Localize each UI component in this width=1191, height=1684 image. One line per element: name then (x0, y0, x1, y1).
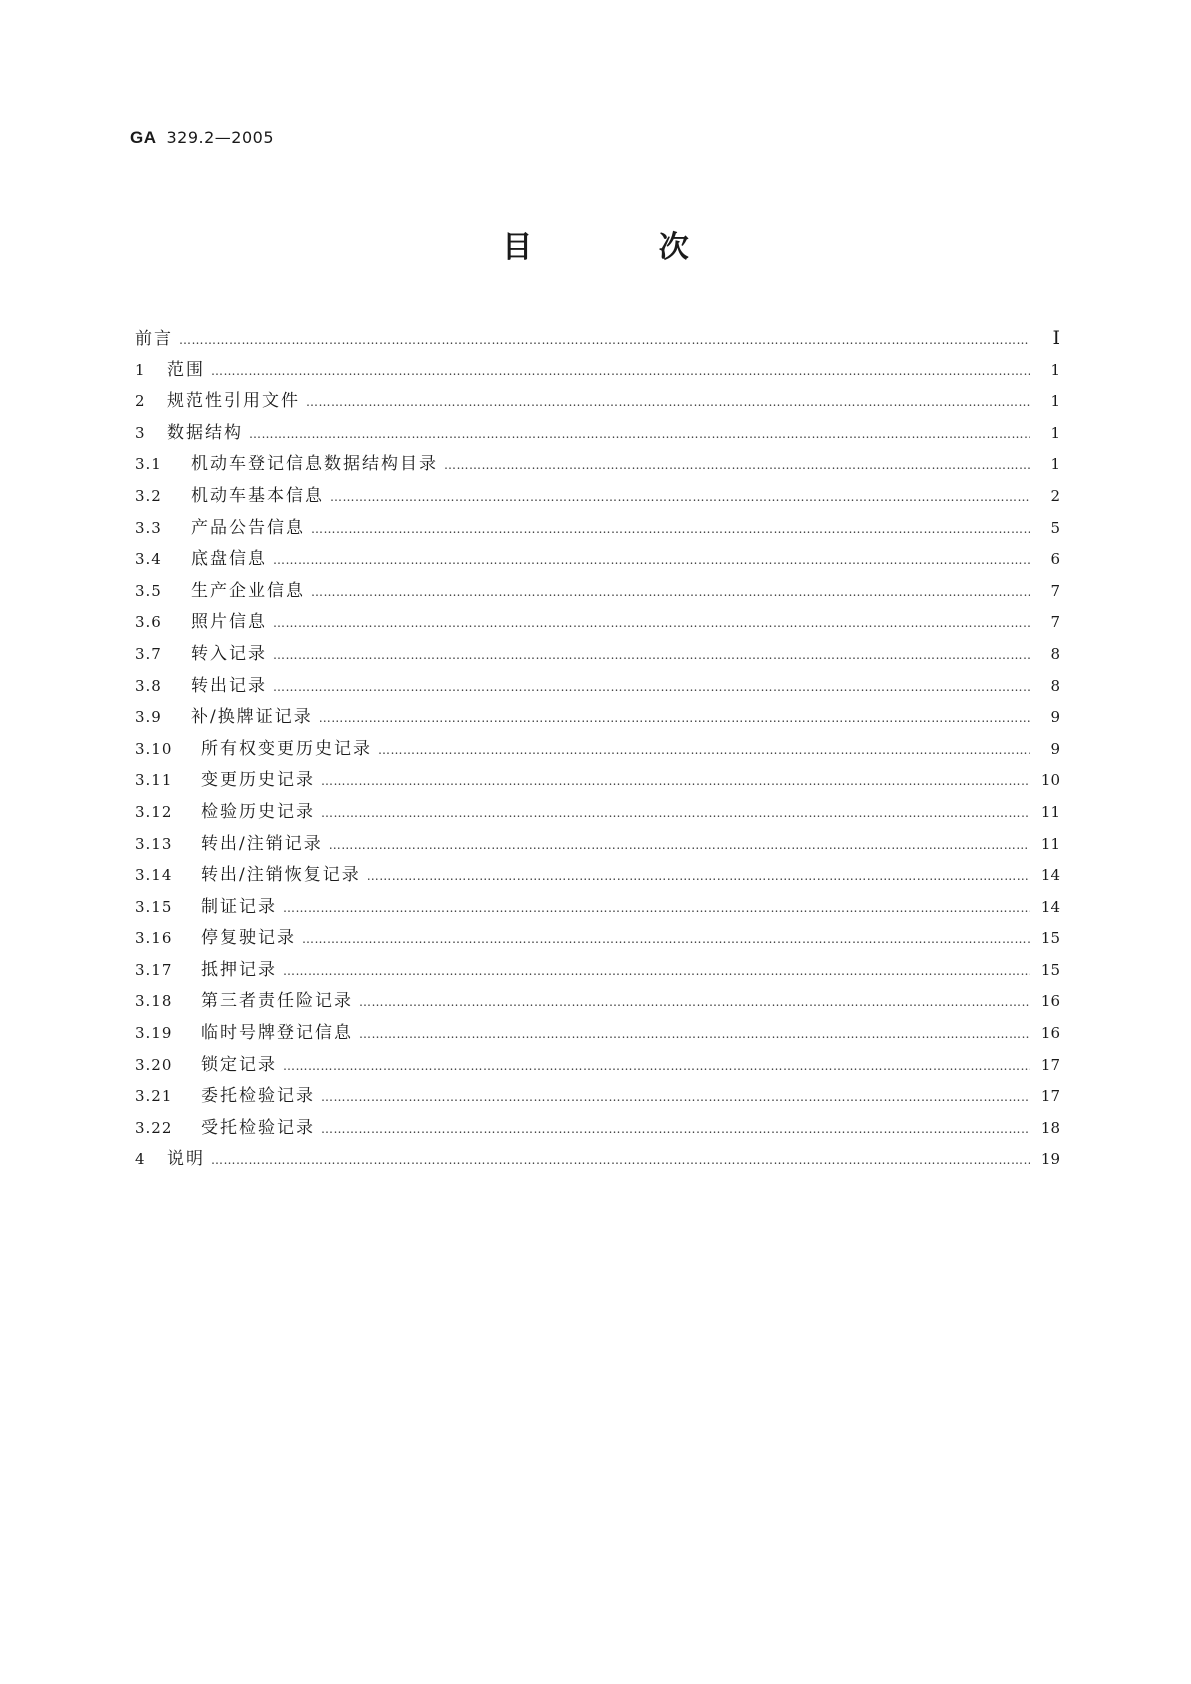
dot-leader (249, 423, 1030, 445)
toc-entry-number: 3.15 (135, 897, 173, 916)
dot-leader (359, 991, 1030, 1013)
toc-entry-label: 生产企业信息 (191, 580, 305, 601)
toc-entry-number: 3.10 (135, 739, 173, 758)
toc-entry-page: 11 (1040, 802, 1060, 821)
dot-leader (273, 676, 1030, 698)
toc-entry-number: 3.14 (135, 866, 173, 885)
dot-leader (359, 1023, 1030, 1045)
toc-entry-label: 所有权变更历史记录 (201, 738, 372, 759)
toc-entry-label: 抵押记录 (201, 959, 277, 980)
toc-entry-number: 3.1 (135, 455, 162, 474)
toc-entry-number: 3.12 (135, 802, 173, 821)
toc-entry[interactable] (135, 453, 1060, 485)
toc-entry-number: 3.17 (135, 960, 173, 979)
toc-entry-label: 锁定记录 (201, 1054, 277, 1075)
dot-leader (283, 960, 1030, 982)
toc-entry[interactable] (135, 1085, 1060, 1117)
standard-number: 329.2—2005 (166, 128, 275, 147)
toc-entry-page: 7 (1050, 613, 1060, 632)
toc-entry-label: 临时号牌登记信息 (201, 1023, 353, 1044)
dot-leader (273, 644, 1030, 666)
toc-entry-page: 14 (1040, 866, 1060, 885)
toc-entry-label: 补/换牌证记录 (191, 707, 313, 728)
dot-leader (311, 581, 1030, 603)
dot-leader (321, 1118, 1030, 1140)
toc-entry-label: 第三者责任险记录 (201, 991, 353, 1012)
toc-entry-label: 制证记录 (201, 896, 277, 917)
toc-entry-page: 10 (1040, 771, 1060, 790)
toc-entry-page: 19 (1040, 1150, 1060, 1169)
toc-entry[interactable] (135, 1117, 1060, 1149)
toc-entry-number: 4 (135, 1150, 146, 1169)
document-header (130, 128, 274, 148)
toc-entry-number: 3.13 (135, 834, 173, 853)
toc-entry-label: 转出记录 (191, 675, 267, 696)
toc-entry[interactable] (135, 801, 1060, 833)
toc-entry-label: 检验历史记录 (201, 801, 315, 822)
toc-entry-page: 14 (1040, 897, 1060, 916)
toc-entry-page: 8 (1050, 644, 1060, 663)
toc-entry[interactable] (135, 706, 1060, 738)
toc-entry-number: 3 (135, 423, 146, 442)
toc-entry-number: 3.21 (135, 1087, 173, 1106)
toc-entry-page: 1 (1050, 455, 1060, 474)
toc-entry-label: 规范性引用文件 (167, 391, 300, 412)
toc-entry-number: 3.5 (135, 581, 162, 600)
toc-entry[interactable] (135, 864, 1060, 896)
toc-entry-page: 16 (1040, 992, 1060, 1011)
toc-entry-label: 转入记录 (191, 643, 267, 664)
toc-entry-number: 3.4 (135, 550, 162, 569)
toc-entry-number: 3.8 (135, 676, 162, 695)
toc-entry-label: 底盘信息 (191, 549, 267, 570)
toc-entry-number: 3.11 (135, 771, 173, 790)
toc-entry-label: 转出/注销记录 (201, 833, 323, 854)
table-of-contents (135, 327, 1060, 1180)
toc-entry-page: 1 (1050, 423, 1060, 442)
toc-entry-label: 机动车登记信息数据结构目录 (191, 454, 438, 475)
toc-entry[interactable] (135, 990, 1060, 1022)
toc-entry-page: 15 (1040, 960, 1060, 979)
toc-entry-page: 1 (1050, 392, 1060, 411)
dot-leader (283, 1055, 1030, 1077)
dot-leader (329, 834, 1030, 856)
toc-entry[interactable] (135, 896, 1060, 928)
toc-entry-number: 3.16 (135, 929, 173, 948)
dot-leader (321, 802, 1030, 824)
toc-entry[interactable] (135, 927, 1060, 959)
standard-code: GA (130, 128, 157, 147)
toc-entry-number: 3.7 (135, 644, 162, 663)
dot-leader (319, 707, 1030, 729)
toc-entry-page: 9 (1050, 739, 1060, 758)
toc-entry-label: 说明 (167, 1149, 205, 1170)
toc-entry[interactable] (135, 548, 1060, 580)
toc-entry[interactable] (135, 1054, 1060, 1086)
toc-entry[interactable] (135, 1148, 1060, 1180)
toc-entry[interactable] (135, 738, 1060, 770)
toc-entry[interactable] (135, 611, 1060, 643)
dot-leader (367, 865, 1030, 887)
toc-entry-page: 8 (1050, 676, 1060, 695)
toc-entry-label: 产品公告信息 (191, 517, 305, 538)
toc-entry-number: 3.18 (135, 992, 173, 1011)
dot-leader (321, 1086, 1030, 1108)
dot-leader (302, 928, 1030, 950)
toc-entry-page: 16 (1040, 1024, 1060, 1043)
dot-leader (330, 486, 1030, 508)
toc-entry-page: 9 (1050, 708, 1060, 727)
toc-entry-page: Ⅰ (1052, 327, 1060, 349)
toc-entry-page: 7 (1050, 581, 1060, 600)
toc-entry-label: 前言 (135, 329, 173, 349)
toc-entry-label: 数据结构 (167, 422, 243, 443)
dot-leader (273, 549, 1030, 571)
toc-entry-page: 11 (1040, 834, 1060, 853)
toc-entry-number: 2 (135, 392, 146, 411)
toc-entry[interactable] (135, 643, 1060, 675)
dot-leader (378, 739, 1030, 761)
toc-entry-page: 2 (1050, 486, 1060, 505)
toc-entry-label: 变更历史记录 (201, 770, 315, 791)
dot-leader (211, 1149, 1030, 1171)
dot-leader (283, 897, 1030, 919)
toc-entry-label: 范围 (167, 359, 205, 380)
toc-entry-page: 1 (1050, 360, 1060, 379)
toc-entry-label: 照片信息 (191, 612, 267, 633)
toc-entry-label: 机动车基本信息 (191, 485, 324, 506)
page-title: 目 次 (502, 230, 747, 265)
toc-entry-page: 15 (1040, 929, 1060, 948)
dot-leader (306, 391, 1030, 413)
toc-entry[interactable] (135, 390, 1060, 422)
toc-entry-label: 停复驶记录 (201, 928, 296, 949)
toc-entry-page: 17 (1040, 1055, 1060, 1074)
toc-entry-page: 6 (1050, 550, 1060, 569)
toc-entry-label: 委托检验记录 (201, 1086, 315, 1107)
dot-leader (211, 360, 1030, 382)
toc-entry-number: 3.22 (135, 1118, 173, 1137)
toc-entry-page: 5 (1050, 518, 1060, 537)
toc-entry-number: 3.19 (135, 1024, 173, 1043)
dot-leader (321, 770, 1030, 792)
toc-entry-page: 18 (1040, 1118, 1060, 1137)
toc-entry-label: 转出/注销恢复记录 (201, 865, 361, 886)
toc-entry[interactable] (135, 517, 1060, 549)
dot-leader (444, 454, 1030, 476)
toc-entry[interactable] (135, 1022, 1060, 1054)
toc-entry[interactable] (135, 959, 1060, 991)
toc-entry-number: 3.6 (135, 613, 162, 632)
toc-entry-number: 3.9 (135, 708, 162, 727)
toc-entry-number: 3.2 (135, 486, 162, 505)
toc-entry[interactable] (135, 833, 1060, 865)
dot-leader (273, 612, 1030, 634)
toc-entry-number: 1 (135, 360, 146, 379)
dot-leader (179, 329, 1030, 351)
dot-leader (311, 518, 1030, 540)
toc-entry[interactable] (135, 769, 1060, 801)
toc-entry[interactable] (135, 485, 1060, 517)
toc-entry[interactable] (135, 359, 1060, 391)
toc-entry[interactable] (135, 675, 1060, 707)
toc-entry[interactable] (135, 580, 1060, 612)
toc-entry-label: 受托检验记录 (201, 1117, 315, 1138)
toc-entry-number: 3.3 (135, 518, 162, 537)
toc-entry-number: 3.20 (135, 1055, 173, 1074)
toc-entry-page: 17 (1040, 1087, 1060, 1106)
toc-entry[interactable] (135, 327, 1060, 359)
toc-entry[interactable] (135, 422, 1060, 454)
